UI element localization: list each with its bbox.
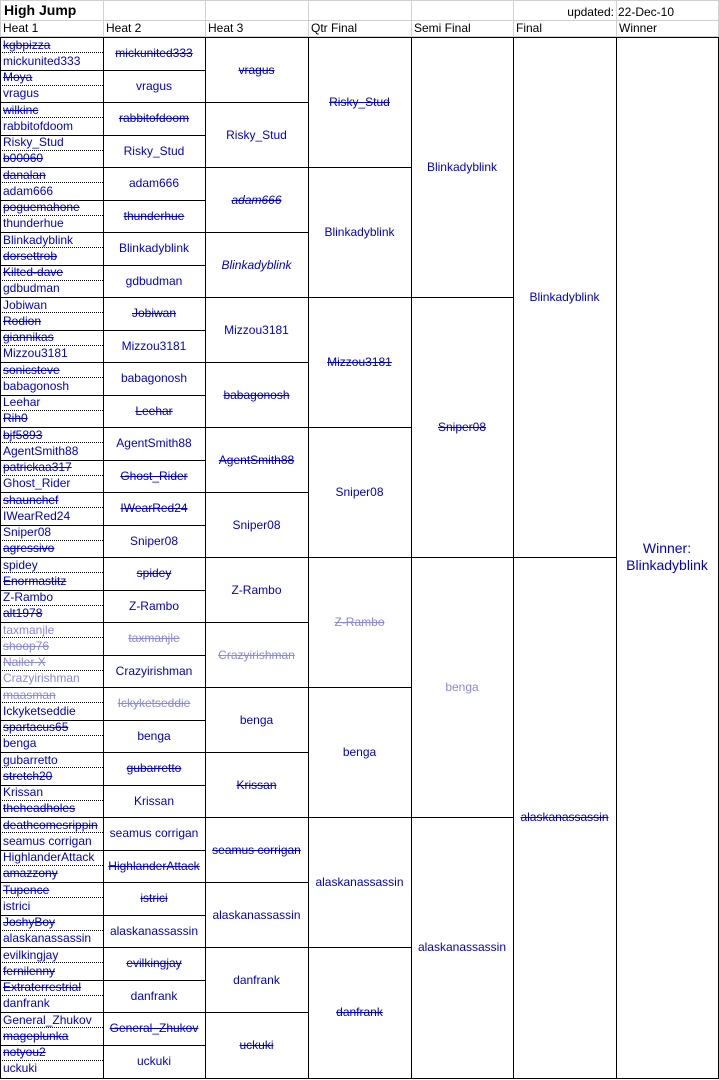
match-divider	[103, 882, 206, 883]
heat1-entry: vragus	[3, 86, 40, 101]
heat2-entry: gdbudman	[125, 273, 183, 288]
qtr-entry: danfrank	[336, 1005, 383, 1019]
match-divider	[103, 687, 206, 688]
grid-line	[411, 0, 412, 37]
heat1-entry: thunderhue	[3, 216, 64, 231]
match-divider	[103, 135, 206, 136]
heat2-entry: babagonosh	[120, 371, 188, 386]
match-divider	[103, 330, 206, 331]
heat1-entry: maasman	[3, 687, 56, 702]
match-divider	[205, 167, 309, 168]
match-divider	[103, 622, 206, 623]
qtr-entry: benga	[342, 745, 377, 759]
heat1-entry: AgentSmith88	[3, 443, 79, 458]
heat2-entry: adam666	[128, 176, 180, 191]
semi-entry: benga	[445, 680, 479, 694]
heat1-entry: shaunchef	[3, 492, 59, 507]
match-divider	[103, 492, 206, 493]
heat2-entry: Z-Rambo	[128, 598, 179, 613]
winner-name: Blinkadyblink	[626, 557, 708, 573]
heat1-entry: theheadholes	[3, 801, 76, 816]
heat1-entry: babagonosh	[3, 378, 70, 393]
match-divider	[103, 297, 206, 298]
heat1-entry: Leehar	[3, 395, 41, 409]
qtr-entry: Sniper08	[335, 485, 384, 499]
match-divider	[411, 557, 514, 558]
match-divider	[205, 622, 309, 623]
heat2-entry: alaskanassassin	[109, 923, 199, 938]
heat2-entry: Sniper08	[129, 533, 179, 548]
heat2-entry: Crazyirishman	[115, 663, 193, 678]
match-divider	[205, 817, 309, 818]
heat1-entry: mickunited333	[3, 53, 81, 68]
qtr-entry: alaskanassassin	[315, 875, 404, 889]
match-divider	[103, 70, 206, 71]
heat2-entry: danfrank	[130, 988, 178, 1003]
heat1-entry: poguemahone	[3, 200, 80, 214]
match-divider	[103, 720, 206, 721]
heat2-entry: istrici	[140, 891, 168, 906]
grid-line	[308, 0, 309, 37]
column-header: Semi Final	[414, 21, 471, 35]
heat2-entry: benga	[137, 728, 171, 743]
heat1-entry: Z-Rambo	[3, 590, 54, 604]
heat1-entry: patrickaa317	[3, 460, 72, 474]
heat1-entry: Jobiwan	[3, 297, 48, 312]
match-divider	[103, 102, 206, 103]
heat1-entry: Kilted-dave	[3, 265, 64, 279]
heat1-entry: Enormastitz	[3, 573, 67, 588]
grid-line	[616, 0, 617, 37]
heat3-entry: vragus	[238, 62, 275, 77]
match-divider	[205, 492, 309, 493]
heat1-entry: b00060	[3, 151, 44, 166]
heat1-entry: uckuki	[3, 1061, 38, 1076]
match-divider	[103, 200, 206, 201]
heat1-entry: IWearRed24	[3, 508, 71, 523]
heat1-entry: seamus corrigan	[3, 833, 92, 848]
match-divider	[103, 362, 206, 363]
heat2-entry: General_Zhukov	[109, 1021, 199, 1036]
heat2-entry: Ickyketseddie	[117, 696, 191, 711]
grid-line	[0, 0, 1, 37]
heat1-entry: Moya	[3, 70, 33, 84]
match-divider	[308, 947, 412, 948]
column-header: Qtr Final	[311, 21, 358, 35]
heat3-entry: danfrank	[233, 972, 280, 987]
heat3-entry: babagonosh	[223, 387, 290, 402]
heat1-entry: spidey	[3, 557, 38, 572]
match-divider	[205, 687, 309, 688]
heat1-entry: agressivo	[3, 541, 55, 556]
qtr-entry: Risky_Stud	[329, 95, 390, 109]
final-entry: alaskanassassin	[520, 810, 609, 824]
heat2-entry: rabbitofdoom	[118, 111, 190, 126]
match-divider	[308, 687, 412, 688]
heat1-entry: Sniper08	[3, 525, 52, 539]
heat3-entry: alaskanassassin	[212, 907, 301, 922]
column-header: Heat 1	[3, 21, 39, 35]
heat2-entry: seamus corrigan	[109, 826, 199, 841]
heat1-entry: deathcomesrippin	[3, 817, 98, 832]
match-divider	[103, 947, 206, 948]
heat2-entry: spidey	[136, 566, 172, 581]
heat1-entry: sonicsteve	[3, 362, 60, 377]
semi-entry: alaskanassassin	[417, 940, 507, 954]
qtr-entry: Z-Rambo	[334, 615, 385, 629]
match-divider	[205, 1012, 309, 1013]
heat1-entry: General_Zhukov	[3, 1012, 92, 1027]
heat1-entry: Krissan	[3, 785, 44, 799]
heat1-entry: wilkinc	[3, 102, 39, 117]
heat2-entry: gubarretto	[126, 761, 182, 776]
heat1-entry: taxmanjle	[3, 622, 55, 637]
heat1-entry: stretch20	[3, 768, 53, 783]
heat1-entry: amazzony	[3, 866, 58, 881]
heat1-entry: Extraterrestrial	[3, 980, 82, 994]
qtr-entry: Mizzou3181	[327, 355, 392, 369]
winner-label: Winner:	[642, 540, 692, 556]
match-divider	[103, 980, 206, 981]
qtr-entry: Blinkadyblink	[324, 225, 395, 239]
heat2-entry: evilkingjay	[126, 956, 182, 971]
heat1-entry: Rodion	[3, 313, 42, 328]
match-divider	[103, 460, 206, 461]
match-divider	[513, 557, 617, 558]
match-divider	[103, 395, 206, 396]
column-header: Winner	[619, 21, 658, 35]
heat1-entry: HighlanderAttack	[3, 850, 95, 864]
heat1-entry: kgbpizza	[3, 37, 51, 52]
match-divider	[205, 102, 309, 103]
heat1-entry: Risky_Stud	[3, 135, 64, 149]
heat2-entry: AgentSmith88	[116, 436, 192, 451]
page-title: High Jump	[4, 2, 77, 18]
grid-line	[103, 0, 104, 37]
heat2-entry: vragus	[135, 78, 173, 93]
heat2-entry: mickunited333	[115, 46, 193, 61]
heat1-entry: shoop76	[3, 638, 50, 653]
match-divider	[103, 525, 206, 526]
semi-entry: Sniper08	[437, 420, 487, 434]
heat1-entry: evilkingjay	[3, 947, 59, 962]
match-divider	[103, 785, 206, 786]
final-entry: Blinkadyblink	[529, 290, 600, 304]
heat2-entry: thunderhue	[123, 208, 185, 223]
heat1-entry: spartacus65	[3, 720, 69, 734]
heat1-entry: istrici	[3, 898, 31, 913]
match-divider	[308, 297, 412, 298]
match-divider	[308, 557, 412, 558]
heat2-entry: Risky_Stud	[123, 143, 185, 158]
heat1-entry: Nailer X	[3, 655, 46, 669]
match-divider	[205, 297, 309, 298]
heat2-entry: Mizzou3181	[121, 338, 187, 353]
heat1-entry: Crazyirishman	[3, 671, 80, 686]
match-divider	[103, 557, 206, 558]
match-divider	[205, 362, 309, 363]
heat1-entry: benga	[3, 736, 37, 751]
column-header: Heat 2	[106, 21, 142, 35]
column-line	[411, 37, 412, 1079]
match-divider	[308, 427, 412, 428]
grid-line	[0, 36, 719, 37]
heat1-entry: danalan	[3, 167, 46, 182]
match-divider	[103, 655, 206, 656]
match-divider	[308, 167, 412, 168]
match-divider	[205, 232, 309, 233]
heat3-entry: Sniper08	[232, 517, 281, 532]
heat1-entry: Mizzou3181	[3, 346, 68, 361]
semi-entry: Blinkadyblink	[426, 160, 498, 174]
heat1-entry: Rih0	[3, 411, 28, 426]
heat2-entry: Leehar	[135, 403, 173, 418]
heat1-entry: fernilenny	[3, 963, 56, 978]
heat1-entry: notyou2	[3, 1045, 46, 1059]
match-divider	[103, 427, 206, 428]
heat1-entry: alt1978	[3, 606, 43, 621]
match-divider	[103, 232, 206, 233]
heat1-entry: rabbitofdoom	[3, 118, 74, 133]
frame-line	[0, 37, 719, 38]
grid-line	[0, 20, 719, 21]
heat3-entry: uckuki	[239, 1037, 274, 1052]
match-divider	[205, 427, 309, 428]
column-header: Final	[516, 21, 543, 35]
match-divider	[205, 882, 309, 883]
heat3-entry: Z-Rambo	[231, 582, 282, 597]
match-divider	[103, 850, 206, 851]
match-divider	[103, 1045, 206, 1046]
grid-line	[205, 0, 206, 37]
heat2-entry: taxmanjle	[128, 631, 180, 646]
match-divider	[103, 752, 206, 753]
heat1-entry: Blinkadyblink	[3, 232, 74, 247]
heat1-entry: adam666	[3, 183, 54, 198]
heat1-entry: Ghost_Rider	[3, 476, 71, 491]
match-divider	[103, 590, 206, 591]
heat1-entry: giannikas	[3, 330, 54, 344]
match-divider	[411, 297, 514, 298]
frame-line	[0, 1078, 719, 1079]
heat3-entry: Crazyirishman	[218, 647, 295, 662]
heat1-entry: gubarretto	[3, 752, 58, 767]
heat2-entry: HighlanderAttack	[108, 858, 200, 873]
column-line	[513, 37, 514, 1079]
heat2-entry: Blinkadyblink	[118, 241, 190, 256]
match-divider	[103, 1012, 206, 1013]
heat1-entry: mageplunka	[3, 1028, 69, 1043]
match-divider	[103, 817, 206, 818]
match-divider	[103, 167, 206, 168]
heat1-entry: danfrank	[3, 996, 50, 1011]
grid-line	[513, 0, 514, 37]
heat3-entry: benga	[239, 712, 274, 727]
grid-line	[0, 0, 719, 1]
match-divider	[205, 557, 309, 558]
heat3-entry: Blinkadyblink	[221, 257, 292, 272]
heat2-entry: uckuki	[136, 1053, 171, 1068]
match-divider	[205, 947, 309, 948]
updated-date: 22-Dec-10	[618, 5, 675, 19]
heat3-entry: adam666	[231, 192, 282, 207]
match-divider	[411, 817, 514, 818]
heat3-entry: Krissan	[236, 777, 277, 792]
heat2-entry: Ghost_Rider	[120, 468, 188, 483]
match-divider	[103, 265, 206, 266]
heat1-entry: gdbudman	[3, 281, 60, 296]
heat3-entry: AgentSmith88	[218, 452, 295, 467]
winner-cell	[617, 540, 717, 580]
heat3-entry: Risky_Stud	[226, 127, 287, 142]
match-divider	[308, 817, 412, 818]
heat2-entry: IWearRed24	[120, 501, 188, 516]
heat3-entry: seamus corrigan	[212, 842, 301, 857]
heat1-entry: alaskanassassin	[3, 931, 92, 946]
heat3-entry: Mizzou3181	[224, 322, 289, 337]
heat2-entry: Krissan	[133, 793, 174, 808]
match-divider	[103, 915, 206, 916]
column-line	[308, 37, 309, 1079]
heat1-entry: Ickyketseddie	[3, 703, 76, 718]
heat2-entry: Jobiwan	[131, 306, 177, 321]
heat1-entry: bjf5893	[3, 427, 43, 442]
updated-label: updated:	[567, 5, 614, 19]
heat1-entry: JoshyBoy	[3, 915, 56, 929]
heat1-entry: dorsettrob	[3, 248, 58, 263]
heat1-entry: Tupence	[3, 882, 50, 897]
match-divider	[205, 752, 309, 753]
column-header: Heat 3	[208, 21, 244, 35]
